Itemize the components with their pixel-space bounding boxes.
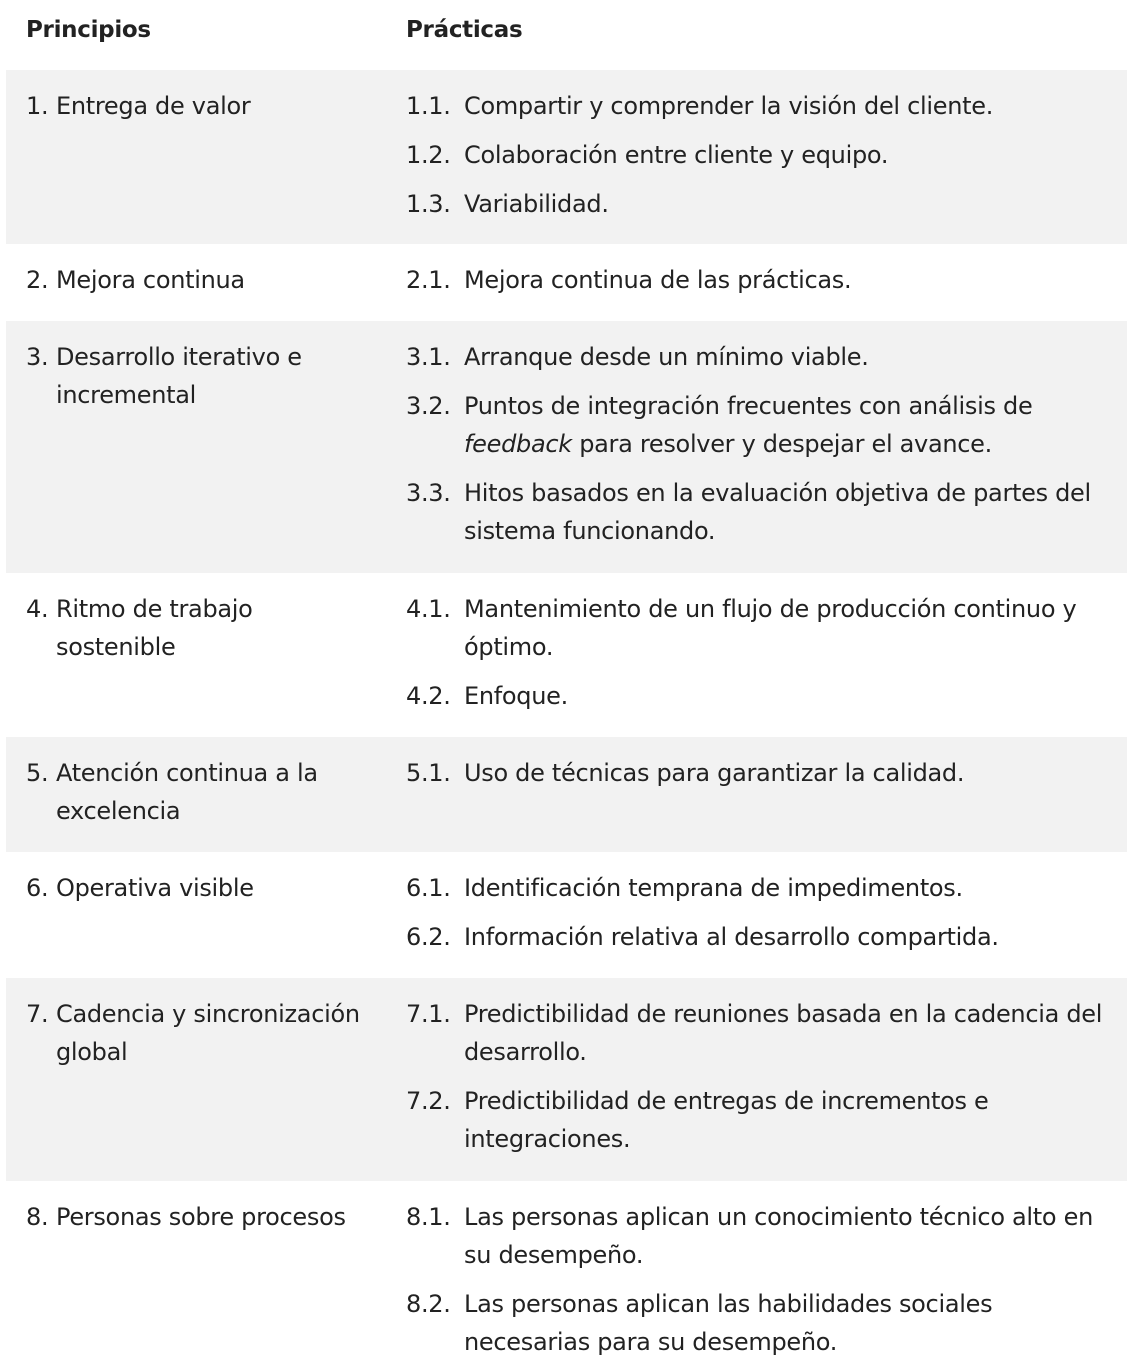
practices-cell [406, 995, 1116, 1158]
practice-text: Mantenimiento de un flujo de producción continuo y óptimo. [464, 595, 1077, 661]
practice-text: Las personas aplican un conocimiento técnico alto en su desempeño. [464, 1203, 1094, 1269]
practice-number: 5.1. [406, 759, 451, 787]
principle-cell [26, 754, 376, 830]
practice-text-emphasis: feedback [464, 430, 572, 458]
practices-cell [406, 754, 1116, 792]
practice-item [406, 87, 1116, 125]
practice-number: 4.2. [406, 682, 451, 710]
practice-item [406, 1285, 1116, 1361]
principle-item [26, 261, 376, 299]
practice-item [406, 918, 1116, 956]
principle-cell [26, 590, 376, 666]
principle-cell [26, 338, 376, 414]
practice-item [406, 590, 1116, 666]
principle-label: Operativa visible [56, 874, 254, 902]
table-row [6, 737, 1127, 852]
practice-text [464, 387, 1116, 463]
practice-item [406, 1198, 1116, 1274]
practice-item [406, 995, 1116, 1071]
principle-label: Mejora continua [56, 266, 245, 294]
principle-cell [26, 261, 376, 299]
practices-cell [406, 1198, 1116, 1361]
practices-cell [406, 87, 1116, 223]
practice-number: 1.1. [406, 92, 451, 120]
principle-number: 5. [26, 759, 49, 787]
practice-text: Variabilidad. [464, 190, 609, 218]
header-principles: Principios [26, 17, 151, 43]
practice-number: 7.2. [406, 1087, 451, 1115]
practice-number: 8.2. [406, 1290, 451, 1318]
practice-item [406, 474, 1116, 550]
table-row [6, 321, 1127, 573]
principle-cell [26, 87, 376, 125]
practice-item [406, 1082, 1116, 1158]
practice-item [406, 754, 1116, 792]
practice-number: 3.2. [406, 392, 451, 420]
principle-cell [26, 1198, 376, 1236]
practice-item [406, 387, 1116, 463]
practice-number: 6.2. [406, 923, 451, 951]
table-row [6, 244, 1127, 321]
principle-number: 4. [26, 595, 49, 623]
principle-label: Entrega de valor [56, 92, 251, 120]
principle-item [26, 1198, 376, 1236]
principle-item [26, 869, 376, 907]
table-row [6, 978, 1127, 1181]
practice-text-pre: Puntos de integración frecuentes con análisis de [464, 392, 1033, 420]
principle-number: 8. [26, 1203, 49, 1231]
practice-number: 1.3. [406, 190, 451, 218]
practice-number: 6.1. [406, 874, 451, 902]
practice-text: Colaboración entre cliente y equipo. [464, 141, 889, 169]
principle-item [26, 995, 376, 1071]
principles-practices-table [6, 0, 1127, 1356]
practice-item [406, 869, 1116, 907]
table-header [6, 0, 1127, 70]
practice-text: Identificación temprana de impedimentos. [464, 874, 963, 902]
practice-text: Información relativa al desarrollo compartida. [464, 923, 999, 951]
practice-text: Hitos basados en la evaluación objetiva de partes del sistema funcionando. [464, 479, 1091, 545]
practice-number: 4.1. [406, 595, 451, 623]
table-row [6, 573, 1127, 737]
principle-cell [26, 995, 376, 1071]
principle-number: 2. [26, 266, 49, 294]
table-row [6, 70, 1127, 244]
practices-cell [406, 590, 1116, 715]
practice-text: Uso de técnicas para garantizar la calidad. [464, 759, 965, 787]
table-row [6, 1181, 1127, 1371]
principle-label: Desarrollo iterativo e incremental [56, 343, 302, 409]
practices-cell [406, 869, 1116, 956]
practice-item [406, 185, 1116, 223]
practices-cell [406, 261, 1116, 299]
principle-item [26, 754, 376, 830]
principle-label: Cadencia y sincronización global [56, 1000, 360, 1066]
principle-item [26, 87, 376, 125]
practice-text: Las personas aplican las habilidades sociales necesarias para su desempeño. [464, 1290, 993, 1356]
practice-text: Arranque desde un mínimo viable. [464, 343, 869, 371]
practice-text: Predictibilidad de reuniones basada en la cadencia del desarrollo. [464, 1000, 1103, 1066]
practice-item [406, 677, 1116, 715]
practices-cell [406, 338, 1116, 550]
practice-number: 1.2. [406, 141, 451, 169]
practice-number: 7.1. [406, 1000, 451, 1028]
principle-item [26, 590, 376, 666]
practice-number: 3.1. [406, 343, 451, 371]
principle-cell [26, 869, 376, 907]
practice-number: 2.1. [406, 266, 451, 294]
principle-number: 1. [26, 92, 49, 120]
practice-item [406, 261, 1116, 299]
principle-label: Ritmo de trabajo sostenible [56, 595, 253, 661]
header-practices: Prácticas [406, 17, 523, 43]
practice-text-post: para resolver y despejar el avance. [579, 430, 992, 458]
practice-item [406, 136, 1116, 174]
table-row [6, 852, 1127, 978]
practice-number: 8.1. [406, 1203, 451, 1231]
practice-item [406, 338, 1116, 376]
practice-number: 3.3. [406, 479, 451, 507]
principle-number: 7. [26, 1000, 49, 1028]
principle-label: Atención continua a la excelencia [56, 759, 318, 825]
principle-label: Personas sobre procesos [56, 1203, 346, 1231]
principle-item [26, 338, 376, 414]
practice-text: Compartir y comprender la visión del cliente. [464, 92, 994, 120]
principle-number: 3. [26, 343, 49, 371]
principle-number: 6. [26, 874, 49, 902]
practice-text: Predictibilidad de entregas de incrementos e integraciones. [464, 1087, 989, 1153]
practice-text: Enfoque. [464, 682, 568, 710]
practice-text: Mejora continua de las prácticas. [464, 266, 852, 294]
